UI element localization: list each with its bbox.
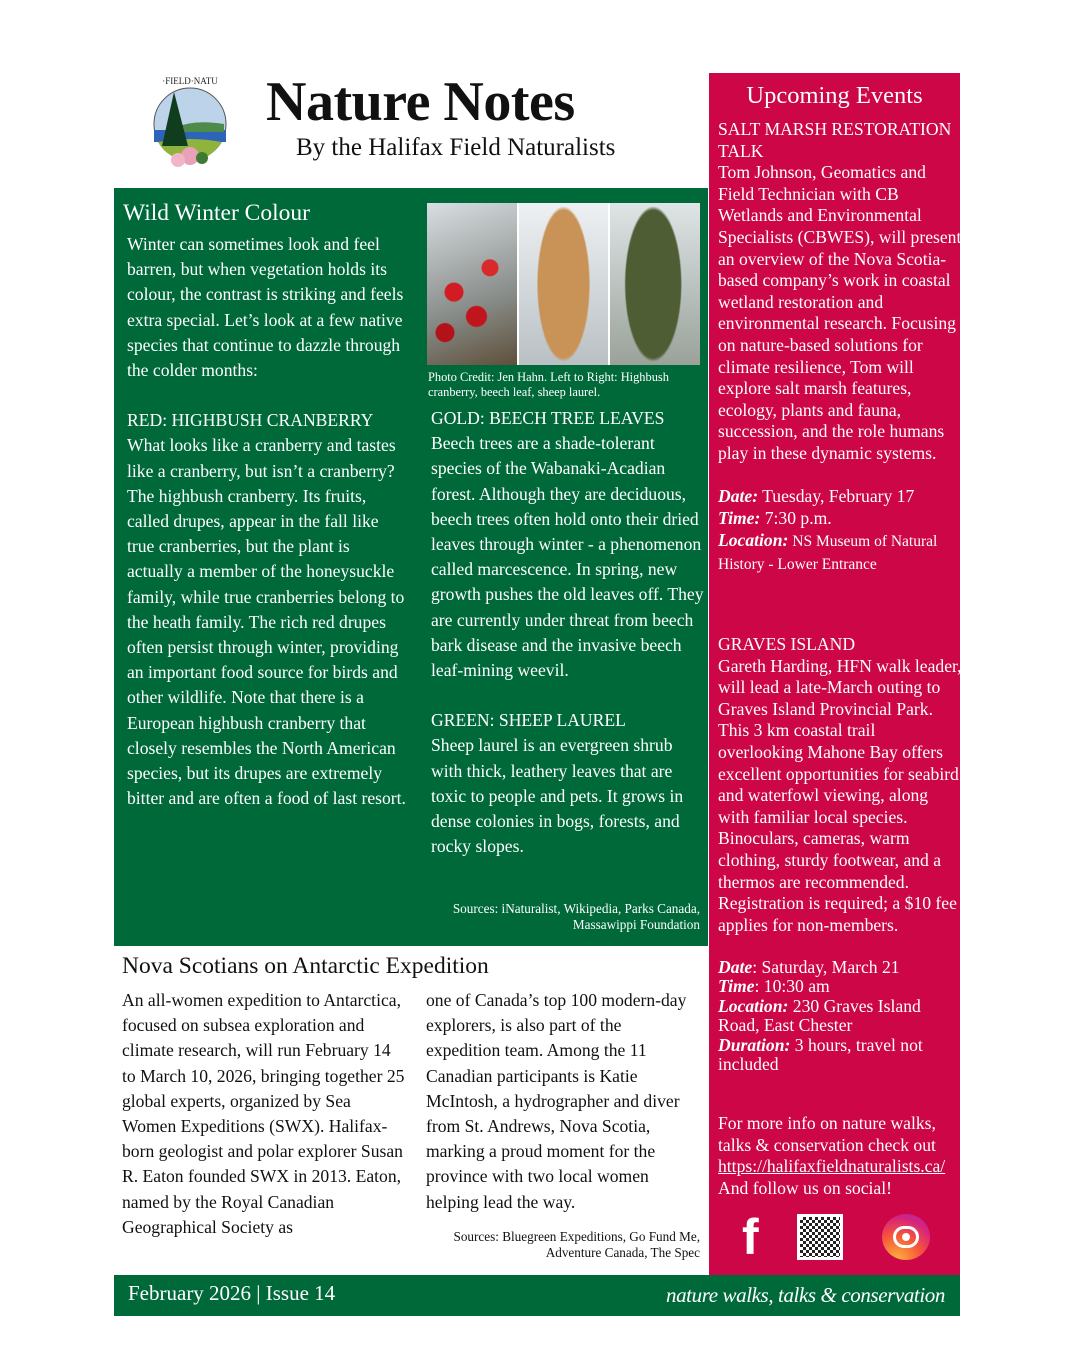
photo-credit: Photo Credit: Jen Hahn. Left to Right: Highbush cranberry, beech leaf, sheep laurel.: [428, 370, 669, 399]
facebook-icon[interactable]: f: [742, 1209, 759, 1265]
sheep-laurel-photo: [610, 203, 700, 365]
section-title: Nova Scotians on Antarctic Expedition: [122, 953, 489, 979]
follow-text: And follow us on social!: [718, 1177, 892, 1198]
red-heading: RED: HIGHBUSH CRANBERRY: [127, 410, 374, 431]
qr-code-icon: [797, 1214, 843, 1260]
instagram-icon[interactable]: [882, 1214, 930, 1260]
events-title: Upcoming Events: [746, 82, 923, 109]
species-photo: [427, 203, 700, 365]
green-heading: GREEN: SHEEP LAUREL: [431, 710, 626, 731]
gold-heading: GOLD: BEECH TREE LEAVES: [431, 408, 665, 428]
event-description: Gareth Harding, HFN walk leader, will lead a late-March outing to Graves Island Provincial Park. This 3 km coastal trail overlooking Mahone Bay offers excellent opportunities for seabird and waterfowl viewing, along with familiar local species. Binoculars, cameras, warm clothing, sturdy footwear, and a thermos are recommended. Registration is required; a $10 fee applies for non-members.: [718, 655, 962, 935]
location-label: Location:: [718, 530, 789, 551]
time-label: Time: [718, 976, 755, 997]
date-label: Date:: [718, 486, 759, 507]
wild-winter-column-2: [431, 406, 705, 859]
social-links: [709, 1209, 960, 1265]
sources: Sources: Bluegreen Expeditions, Go Fund Me, Adventure Canada, The Spec: [453, 1229, 700, 1260]
newsletter-title: Nature Notes: [266, 71, 575, 133]
event-salt-marsh: [718, 119, 963, 576]
green-body: Sheep laurel is an evergreen shrub with thick, leathery leaves that are toxic to people and pets. It grows in dense colonies in bogs, forests, and rocky slopes.: [431, 735, 684, 857]
issue-info: February 2026 | Issue 14: [128, 1281, 336, 1305]
event-time: 7:30 p.m.: [764, 507, 832, 528]
footer-bar: [114, 1275, 960, 1316]
newsletter-subtitle: By the Halifax Field Naturalists: [296, 134, 616, 161]
event-description: Tom Johnson, Geomatics and Field Technician with CB Wetlands and Environmental Specialists (CBWES), will present an overview of the Nova Scotia-based company’s work in coastal wetland restoration and environmental research. Focusing on nature-based solutions for climate resilience, Tom will explore salt marsh features, ecology, plants and fauna, succession, and the role humans play in these dynamic systems.: [718, 162, 962, 463]
more-info-text: For more info on nature walks, talks & conservation check out: [718, 1113, 936, 1155]
sources: Sources: iNaturalist, Wikipedia, Parks Canada, Massawippi Foundation: [452, 901, 700, 932]
wild-winter-section: [114, 188, 708, 946]
antarctic-column-1: An all-women expedition to Antarctica, focused on subsea exploration and climate research, will run February 14 to March 10, 2026, bringing together 25 global experts, organized by Sea Women Expeditions (SWX). Halifax-born geologist and polar explorer Susan R. Eaton founded SWX in 2013. Eaton, named by the Royal Canadian Geographical Society as: [122, 990, 405, 1237]
red-body: What looks like a cranberry and tastes like a cranberry, but isn’t a cranberry? The highbush cranberry. Its fruits, called drupes, appear in the fall like true cranberries, but the plant is actually a member of the honeysuckle family, while true cranberries belong to the heath family. The rich red drupes often persist through winter, providing an important food source for birds and other wildlife. Note that there is a European highbush cranberry that closely resembles the North American species, but its drupes are extremely bitter and are often a food of last resort.: [127, 435, 406, 809]
event-date: Tuesday, February 17: [762, 486, 915, 507]
event-name: SALT MARSH RESTORATION TALK: [718, 119, 952, 161]
date-label: Date: [718, 956, 753, 977]
event-time: : 10:30 am: [754, 976, 830, 997]
section-title: Wild Winter Colour: [123, 200, 310, 226]
antarctic-column-2: one of Canada’s top 100 modern-day explorers, is also part of the expedition team. Among the 11 Canadian participants is Katie McIntosh, a hydrographer and diver from St. Andrews, Nova Scotia, marking a proud moment for the province with two local women helping lead the way.: [426, 990, 687, 1212]
location-label: Location:: [718, 995, 789, 1016]
gold-body: Beech trees are a shade-tolerant species of the Wabanaki-Acadian forest. Although they are deciduous, beech trees often hold onto their dried leaves through winter - a phenomenon called marcescence. In spring, new growth pushes the old leaves off. They are currently under threat from beech bark disease and the invasive beech leaf-mining weevil.: [431, 433, 704, 681]
more-info: [718, 1113, 963, 1199]
beech-leaf-photo: [519, 203, 609, 365]
event-location: 230 Graves Island Road, East Chester: [718, 995, 921, 1036]
time-label: Time:: [718, 507, 761, 528]
event-graves-island: [718, 634, 963, 1075]
intro-text: Winter can sometimes look and feel barren, but when vegetation holds its colour, the contrast is striking and feels extra special. Let’s look at a few native species that continue to dazzle through the colder months:: [127, 234, 404, 381]
duration-label: Duration:: [718, 1034, 791, 1055]
event-duration: 3 hours, travel not included: [718, 1034, 923, 1075]
event-location: NS Museum of Natural History - Lower Entrance: [718, 533, 938, 574]
svg-text:·FIELD·NATU: ·FIELD·NATU: [162, 76, 218, 86]
tagline: nature walks, talks & conservation: [665, 1283, 945, 1307]
upcoming-events-sidebar: [709, 73, 960, 1275]
cranberry-photo: [427, 203, 517, 365]
hfn-logo: [138, 74, 242, 174]
event-date: : Saturday, March 21: [752, 956, 900, 977]
wild-winter-column-1: [127, 232, 409, 811]
event-name: GRAVES ISLAND: [718, 634, 856, 654]
website-link[interactable]: https://halifaxfieldnaturalists.ca/: [718, 1156, 946, 1177]
